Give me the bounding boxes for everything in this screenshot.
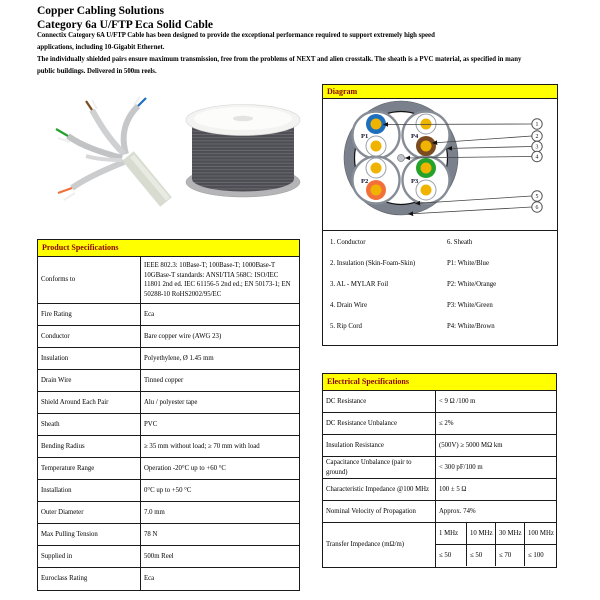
table-row xyxy=(323,391,556,413)
callout-badges xyxy=(532,119,542,212)
spec-value: 7.0 mm xyxy=(144,508,165,516)
table-row xyxy=(38,546,299,568)
table-row xyxy=(323,457,556,479)
spec-label: Shield Around Each Pair xyxy=(38,392,141,413)
intro-paragraph-1-line2: applications, including 10-Gigabit Ethernet. xyxy=(37,43,165,51)
table-row xyxy=(38,568,299,590)
p3-green-conductor xyxy=(421,163,432,174)
callout-line-3 xyxy=(447,147,532,149)
legend-item-insulation: 2. Insulation (Skin-Foam-Skin) xyxy=(330,260,416,267)
spec-value: < 9 Ω /100 m xyxy=(439,397,476,405)
page-title xyxy=(37,5,213,32)
spec-label: Outer Diameter xyxy=(38,502,141,523)
table-row xyxy=(38,458,299,480)
table-row xyxy=(38,326,299,348)
reel-top-flange xyxy=(186,105,300,136)
spec-label: Temperature Range xyxy=(38,458,141,479)
callout-number-5: 5 xyxy=(535,194,539,200)
spec-label: Supplied in xyxy=(38,546,141,567)
impedance-value: ≤ 50 xyxy=(466,545,495,567)
cable-cross-section-diagram xyxy=(323,99,556,230)
green-wire-tip xyxy=(56,129,68,136)
legend-item-conductor: 1. Conductor xyxy=(330,239,366,246)
spec-value: PVC xyxy=(144,420,158,428)
callout-number-4: 4 xyxy=(535,154,539,161)
product-specifications-table xyxy=(37,239,300,591)
spec-label: Euroclass Rating xyxy=(38,568,141,590)
freq-header: 100 MHz xyxy=(524,523,556,545)
foil-pairs xyxy=(68,106,138,188)
spec-value: ≤ 2% xyxy=(439,419,454,427)
spec-label: Conductor xyxy=(38,326,141,347)
table-row xyxy=(38,414,299,436)
table-row xyxy=(323,435,556,457)
pair-label-p3: P3 xyxy=(411,178,419,185)
spec-value: 0°C up to +50 °C xyxy=(144,486,192,494)
page-title-line2: Category 6a U/FTP Eca Solid Cable xyxy=(37,18,214,31)
p1-white-conductor xyxy=(371,141,382,152)
p2-white-conductor xyxy=(371,163,382,174)
table-row xyxy=(38,502,299,524)
spec-value: Polyethylene, Ø 1.45 mm xyxy=(144,354,214,362)
diagram-panel xyxy=(322,84,558,346)
intro-paragraph-1-line1: Connectix Category 6A U/FTP Cable has been designed to provide the exceptional performance required to support extremely high speed xyxy=(37,32,435,39)
legend-item-drain-wire: 4. Drain Wire xyxy=(330,302,368,309)
spec-label: Insulation Resistance xyxy=(323,435,436,456)
spec-value: 78 N xyxy=(144,530,158,538)
cable-sheath xyxy=(128,156,168,202)
legend-item-foil: 3. AL - MYLAR Foil xyxy=(330,281,389,288)
table-row xyxy=(38,257,299,304)
spec-label: Bending Radius xyxy=(38,436,141,457)
callout-number-1: 1 xyxy=(535,122,539,128)
spec-label: Sheath xyxy=(38,414,141,435)
table-row xyxy=(323,501,556,523)
intro-paragraph-2-line2: public buildings. Delivered in 500m reels. xyxy=(37,67,157,75)
transfer-impedance-subtable xyxy=(436,523,556,567)
orange-wire-tip xyxy=(58,188,72,193)
diagram-legend xyxy=(323,230,557,344)
drain-wire xyxy=(398,155,405,162)
intro-paragraph-1 xyxy=(37,30,585,53)
legend-item-p3: P3: White/Green xyxy=(447,302,493,309)
spec-label: Nominal Velocity of Propagation xyxy=(323,501,436,522)
spec-value: (500V) ≥ 5000 MΩ km xyxy=(439,441,503,449)
freq-header: 1 MHz xyxy=(436,523,466,545)
product-specifications-header: Product Specifications xyxy=(38,240,299,257)
impedance-value: ≤ 70 xyxy=(495,545,524,567)
table-row xyxy=(323,413,556,435)
spec-label: DC Resistance xyxy=(323,391,436,412)
spec-value: Tinned copper xyxy=(144,376,184,384)
spec-label: Characteristic Impedance @100 MHz xyxy=(323,479,436,500)
legend-item-p2: P2: White/Orange xyxy=(447,281,497,288)
spec-label: Drain Wire xyxy=(38,370,141,391)
p1-blue-conductor xyxy=(371,119,382,130)
cable-reel-photo xyxy=(183,92,303,204)
impedance-value: ≤ 50 xyxy=(439,551,452,559)
electrical-specifications-table xyxy=(322,373,557,568)
spec-value: IEEE 802.3: 10Base-T; 100Base-T; 1000Base-T 10GBase-T standards: ANSI/TIA 568C: ISO/IEC 11801 2nd ed. IEC 61156-5 2nd ed.; EN 50173-1; EN 50288-10 RoHS2002/95/EC xyxy=(144,262,291,298)
impedance-value: ≤ 100 xyxy=(524,545,556,567)
diagram-panel-header: Diagram xyxy=(323,85,557,99)
pair-label-p4: P4 xyxy=(411,133,419,140)
intro-paragraph-2-line1: The individually shielded pairs ensure maximum transmission, free from the problems of NEXT and alien crosstalk. The sheath is a PVC material, as specified in many xyxy=(37,56,522,63)
spec-label: Transfer Impedance (mΩ/m) xyxy=(323,523,436,567)
spec-label: Conforms to xyxy=(38,257,141,303)
callout-number-2: 2 xyxy=(535,134,539,140)
table-row xyxy=(38,436,299,458)
white-wire-tip-2 xyxy=(92,100,97,109)
spec-value: Approx. 74% xyxy=(439,507,476,515)
p4-brown-conductor xyxy=(421,141,432,152)
spec-label: Fire Rating xyxy=(38,304,141,325)
transfer-impedance-row xyxy=(323,523,556,567)
stripped-cable-illustration xyxy=(42,96,190,214)
spec-value: 100 ± 5 Ω xyxy=(439,485,467,493)
spec-value: 500m Reel xyxy=(144,552,174,560)
pair-label-p1: P1 xyxy=(361,133,369,140)
spec-value: Operation -20°C up to +60 °C xyxy=(144,464,226,472)
table-row xyxy=(38,370,299,392)
table-row xyxy=(323,479,556,501)
intro-paragraph-2 xyxy=(37,54,585,77)
legend-item-p1: P1: White/Blue xyxy=(447,260,489,267)
spec-value: ≥ 35 mm without load; ≥ 70 mm with load xyxy=(144,442,260,450)
table-row xyxy=(38,348,299,370)
legend-item-sheath: 6. Sheath xyxy=(447,239,473,246)
legend-item-p4: P4: White/Brown xyxy=(447,323,495,330)
spec-label: Capacitance Unbalance (pair to ground) xyxy=(323,457,436,478)
p3-white-conductor xyxy=(421,185,432,196)
table-row xyxy=(38,480,299,502)
spec-value: < 300 pF/100 m xyxy=(439,463,483,471)
spec-value: Alu / polyester tape xyxy=(144,398,198,406)
p2-orange-conductor xyxy=(371,185,382,196)
callout-number-3: 3 xyxy=(535,144,539,151)
brown-wire-tip xyxy=(86,101,92,110)
callout-number-6: 6 xyxy=(535,205,539,211)
spec-value: Eca xyxy=(144,310,155,318)
table-row xyxy=(38,392,299,414)
electrical-specifications-header: Electrical Specifications xyxy=(323,374,556,391)
freq-header: 30 MHz xyxy=(495,523,524,545)
page-title-line1: Copper Cabling Solutions xyxy=(37,5,164,17)
white-wire-tip-4 xyxy=(64,193,75,200)
cable-reel-illustration xyxy=(183,92,303,204)
pair-label-p2: P2 xyxy=(361,178,369,185)
spec-label: Insulation xyxy=(38,348,141,369)
spec-value: Bare copper wire (AWG 23) xyxy=(144,332,222,340)
callout-line-1 xyxy=(383,124,532,125)
legend-item-rip-cord: 5. Rip Cord xyxy=(330,323,362,330)
table-row xyxy=(38,304,299,326)
spec-label: Installation xyxy=(38,480,141,501)
table-row xyxy=(38,524,299,546)
spec-value: Eca xyxy=(144,575,155,583)
freq-header: 10 MHz xyxy=(466,523,495,545)
spec-label: Max Pulling Tension xyxy=(38,524,141,545)
spec-label: DC Resistance Unbalance xyxy=(323,413,436,434)
stripped-cable-photo xyxy=(42,96,190,214)
